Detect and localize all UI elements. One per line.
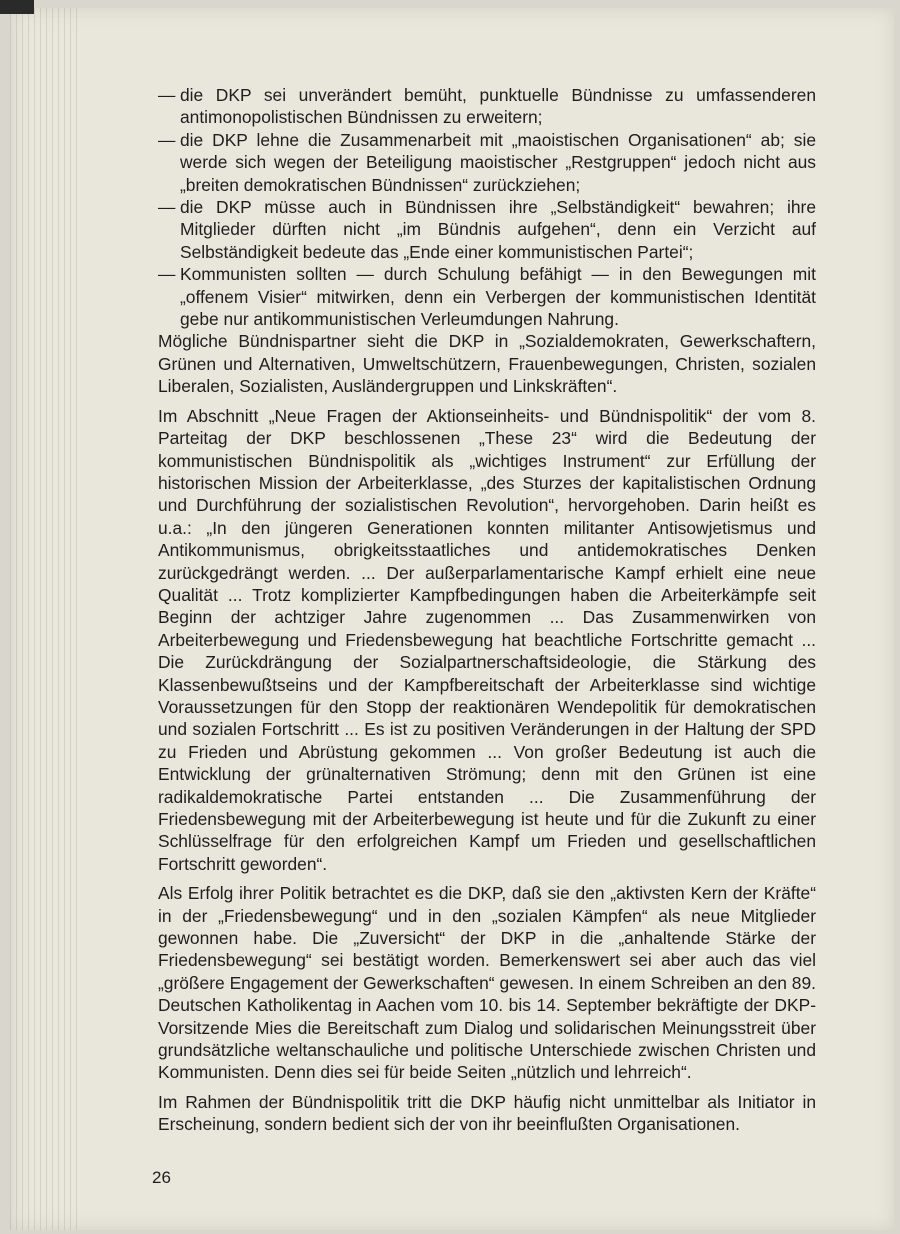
dash-marker: — [158,197,176,218]
bullet-item [158,263,816,330]
paragraph-these-23: Im Abschnitt „Neue Fragen der Aktionseinheits- und Bündnispolitik“ der vom 8. Parteitag der DKP beschlossenen „These 23“ wird die Bedeutung der kommunistischen Bündnispolitik als „wichtiges Instrument“ zur Erfüllung der historischen Mission der Arbeiterklasse, „des Sturzes der kapitalistischen Ordnung und Durchführung der sozialistischen Revolution“, hervorgehoben. Darin heißt es u.a.: „In den jüngeren Generationen konnten militanter Antisowjetismus und Antikommunismus, obrigkeitsstaatliches und antidemokratisches Denken zurückgedrängt werden. ... Der außerparlamentarische Kampf erhielt eine neue Qualität ... Trotz komplizierter Kampfbedingungen haben die Arbeiterkämpfe seit Beginn der achtziger Jahre zugenommen ... Das Zusammenwirken von Arbeiterbewegung und Friedensbewegung hat beachtliche Fortschritte gemacht ... Die Zurückdrängung der Sozialpartnerschaftsideologie, die Stärkung des Klassenbewußtseins und der Kampfbereitschaft der Arbeiterklasse sind wichtige Voraussetzungen für den Stopp der reaktionären Wendepolitik für demokratischen und sozialen Fortschritt ... Es ist zu positiven Veränderungen in der Haltung der SPD zu Frieden und Abrüstung gekommen ... Von großer Bedeutung ist auch die Entwicklung der grünalternativen Strömung; denn mit den Grünen ist eine radikaldemokratische Partei entstanden ... Die Zusammenführung der Friedensbewegung mit der Arbeiterbewegung ist heute und für die Zukunft zu einer Schlüsselfrage für den erfolgreichen Kampf um Frieden und gesellschaftlichen Fortschritt geworden“. [158,405,816,874]
dash-marker: — [158,264,176,285]
bullet-item [158,196,816,263]
bullet-text: die DKP sei unverändert bemüht, punktuelle Bündnisse zu umfassenderen antimonopolistischen Bündnissen zu erweitern; [180,85,816,128]
dash-marker: — [158,129,176,150]
book-binding-edge [10,8,80,1230]
bullet-item [158,84,816,129]
bullet-item [158,129,816,196]
bullet-text: die DKP müsse auch in Bündnissen ihre „Selbständigkeit“ bewahren; ihre Mitglieder dürften nicht „im Bündnis aufgehen“, denn ein Verzicht auf Selbständigkeit bedeute das „Ende einer kommunistischen Partei“; [180,197,816,262]
paragraph-success: Als Erfolg ihrer Politik betrachtet es die DKP, daß sie den „aktivsten Kern der Kräfte“ in der „Friedensbewegung“ und in den „sozialen Kämpfen“ als neue Mitglieder gewonnen habe. Die „Zuversicht“ der DKP in die „anhaltende Stärke der Friedensbewegung“ sei bestätigt worden. Bemerkenswert sei aber auch das viel „größere Engagement der Gewerkschaften“ gewesen. In einem Schreiben an den 89. Deutschen Katholikentag in Aachen vom 10. bis 14. September bekräftigte der DKP-Vorsitzende Mies die Bereitschaft zum Dialog und solidarischen Meinungsstreit über grundsätzliche weltanschauliche und politische Unterschiede zwischen Christen und Kommunisten. Denn dies sei für beide Seiten „nützlich und lehrreich“. [158,883,816,1083]
page-number: 26 [152,1168,171,1187]
scan-corner-mark [0,0,34,14]
paragraph-coalition-partners: Mögliche Bündnispartner sieht die DKP in „Sozialdemokraten, Gewerkschaftern, Grünen und Alternativen, Umweltschützern, Frauenbewegungen, Christen, sozialen Liberalen, Sozialisten, Ausländergruppen und Linkskräften“. [158,331,816,397]
paragraph-influence: Im Rahmen der Bündnispolitik tritt die DKP häufig nicht unmittelbar als Initiator in Erscheinung, sondern bedient sich der von ihr beeinflußten Organisationen. [158,1091,816,1135]
bullet-text: die DKP lehne die Zusammenarbeit mit „maoistischen Organisationen“ ab; sie werde sich wegen der Beteiligung maoistischer „Restgruppen“ jedoch nicht aus „breiten demokratischen Bündnissen“ zurückziehen; [180,129,816,195]
dash-marker: — [158,85,176,105]
bullet-text: Kommunisten sollten — durch Schulung befähigt — in den Bewegungen mit „offenem Visier“ mitwirken, denn ein Verbergen der kommunistischen Identität gebe nur antikommunistischen Verleumdungen Nahrung. [180,264,816,330]
page-body [158,84,816,1136]
